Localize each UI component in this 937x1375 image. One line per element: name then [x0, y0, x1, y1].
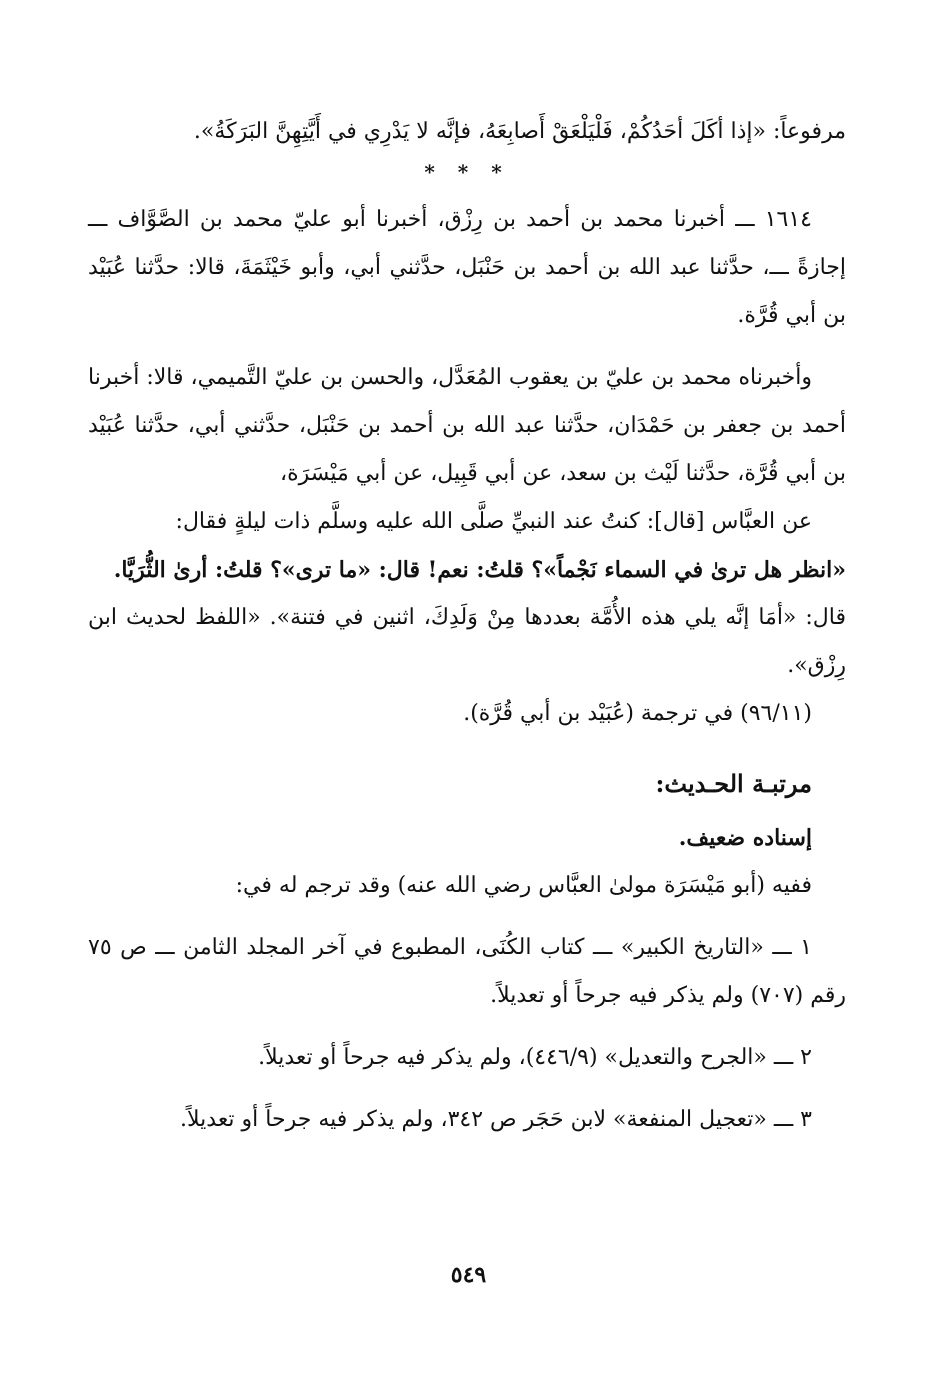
grading-statement: إسناده ضعيف. [678, 825, 812, 851]
reference-item-3: ٣ ـــ «تعجيل المنفعة» لابن حَجَر ص ٣٤٢، ولم يذكر فيه جرحاً أو تعديلاً. [180, 1107, 812, 1132]
reference-item-2: ٢ ـــ «الجرح والتعديل» (٤٤٦/٩)، ولم يذكر فيه جرحاً أو تعديلاً. [258, 1045, 812, 1070]
isnad-paragraph-1: ١٦١٤ ـــ أخبرنا محمد بن أحمد بن رِزْق، أخبرنا أبو عليّ محمد بن الصَّوَّاف ـــ إجازةً ـــ، حدَّثنا عبد الله بن أحمد بن حَنْبَل، حدَّثني أبي، وأبو خَيْثَمَةَ، قالا: حدَّثنا عُبَيْد بن أبي قُرَّة. [88, 207, 846, 328]
narrator-note: ففيه (أبو مَيْسَرَة مولىٰ العبَّاس رضي الله عنه) وقد ترجم له في: [235, 873, 812, 898]
reference-item-1: ١ ـــ «التاريخ الكبير» ـــ كتاب الكُنَى، المطبوع في آخر المجلد الثامن ـــ ص ٧٥ رقم (٧٠٧) ولم يذكر فيه جرحاً أو تعديلاً. [88, 935, 846, 1008]
section-heading: مرتبـة الحـديث: [655, 769, 812, 798]
section-separator: * * * [424, 160, 510, 184]
source-reference: (٩٦/١١) في ترجمة (عُبَيْد بن أبي قُرَّة). [463, 701, 812, 726]
matn-ending: قال: «أمَا إنَّه يلي هذه الأُمَّة بعددها مِنْ وَلَدِكَ، اثنين في فتنة». «اللفظ لحديث ابن رِزْق». [88, 605, 846, 678]
matn-intro: عن العبَّاس [قال]: كنتُ عند النبيِّ صلَّى الله عليه وسلَّم ذات ليلةٍ فقال: [175, 509, 812, 534]
hadith-continuation: مرفوعاً: «إذا أكَلَ أحَدُكُمْ، فَلْيَلْعَقْ أَصابِعَهُ، فإنَّه لا يَدْرِي في أَيَّتِهِنَّ البَرَكَةُ». [193, 119, 846, 144]
matn-dialogue: «انظر هل ترىٰ في السماء نَجْماً»؟ قلتُ: نعم! قال: «ما ترى»؟ قلتُ: أرىٰ الثُّرَيَّا. [113, 557, 846, 583]
isnad-paragraph-2: وأخبرناه محمد بن عليّ بن يعقوب المُعَدَّل، والحسن بن عليّ التَّميمي، قالا: أخبرنا أحمد بن جعفر بن حَمْدَان، حدَّثنا عبد الله بن أحمد بن حَنْبَل، حدَّثني أبي، حدَّثنا عُبَيْد بن أبي قُرَّة، حدَّثنا لَيْث بن سعد، عن أبي قَبِيل، عن أبي مَيْسَرَة، [88, 365, 846, 486]
page-number: ٥٤٩ [450, 1262, 487, 1288]
page-body [88, 108, 846, 1144]
